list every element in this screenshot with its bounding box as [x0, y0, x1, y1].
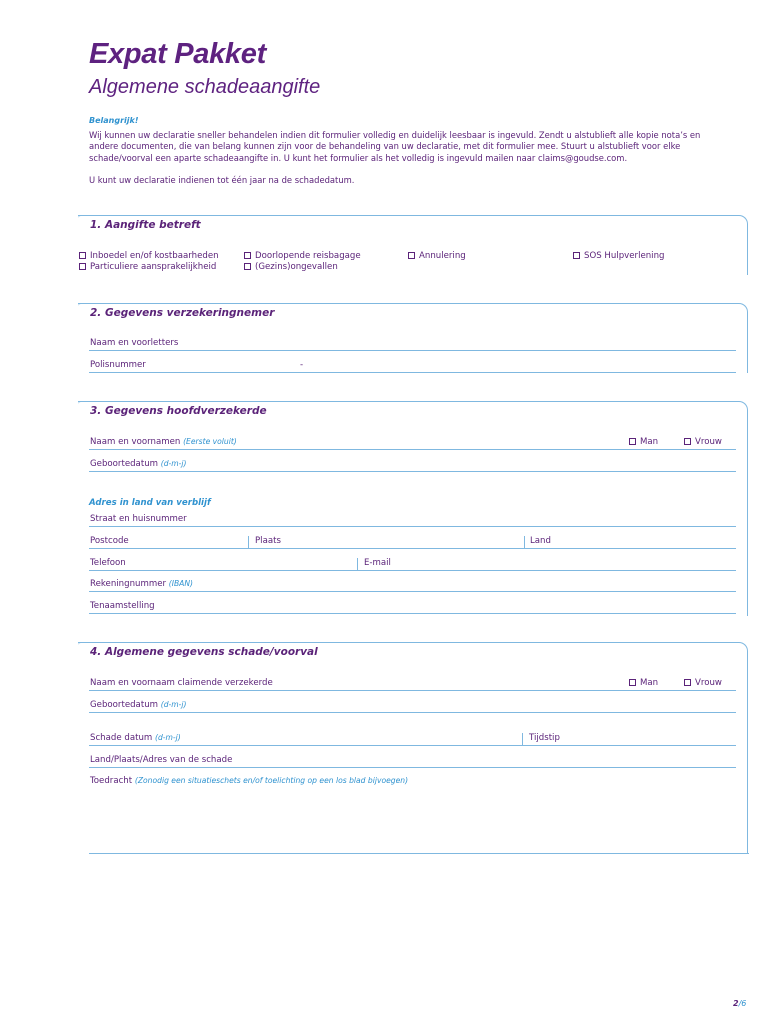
- checkbox-label: Particuliere aansprakelijkheid: [90, 262, 217, 272]
- time-label: Tijdstip: [529, 733, 560, 743]
- damage-date-label: [90, 733, 181, 743]
- section3-title: 3. Gegevens hoofdverzekerde: [90, 405, 270, 417]
- checkbox-label: Annulering: [419, 251, 466, 261]
- address-heading: Adres in land van verblijf: [89, 498, 211, 508]
- course-text: Toedracht: [90, 776, 133, 786]
- checkbox-label: (Gezins)ongevallen: [255, 262, 338, 272]
- checkbox-vrouw[interactable]: [684, 437, 722, 447]
- checkbox-box[interactable]: [408, 252, 415, 259]
- section4-frame: [78, 642, 748, 854]
- birthdate-field[interactable]: [89, 471, 736, 472]
- checkbox-ongevallen[interactable]: [244, 262, 338, 272]
- postcode-label: Postcode: [90, 536, 129, 546]
- damage-location-label: Land/Plaats/Adres van de schade: [90, 755, 233, 765]
- birthdate-hint: (d-m-j): [160, 459, 187, 468]
- main-insured-name-label: [90, 437, 237, 447]
- checkbox-annulering[interactable]: [408, 251, 466, 261]
- checkbox-box[interactable]: [79, 263, 86, 270]
- checkbox-aansprakelijkheid[interactable]: [79, 262, 216, 272]
- page-number: [733, 999, 746, 1008]
- main-insured-name-hint: (Eerste voluit): [183, 437, 237, 446]
- phone-divider: [357, 558, 358, 570]
- checkbox-label: Doorlopende reisbagage: [255, 251, 361, 261]
- name-initials-field[interactable]: [89, 350, 736, 351]
- account-text: Rekeningnummer: [90, 579, 167, 589]
- claimant-birthdate-label: [90, 700, 187, 710]
- phone-label: Telefoon: [90, 558, 126, 568]
- important-label: Belangrijk!: [89, 116, 139, 125]
- email-label: E-mail: [364, 558, 391, 568]
- name-initials-label: Naam en voorletters: [90, 338, 179, 348]
- country-label: Land: [530, 536, 551, 546]
- checkbox-label: Man: [640, 437, 659, 447]
- checkbox-box[interactable]: [684, 679, 691, 686]
- section2-title: 2. Gegevens verzekeringnemer: [90, 307, 277, 319]
- claimant-name-field[interactable]: [89, 690, 736, 691]
- checkbox-label: Inboedel en/of kostbaarheden: [90, 251, 219, 261]
- checkbox-box[interactable]: [244, 252, 251, 259]
- checkbox-label: Vrouw: [695, 437, 722, 447]
- policy-separator: -: [300, 360, 304, 370]
- address-line-field[interactable]: [89, 548, 736, 549]
- checkbox-box[interactable]: [573, 252, 580, 259]
- section4-frame-left: [78, 642, 88, 643]
- checkbox-box[interactable]: [684, 438, 691, 445]
- checkbox-box[interactable]: [629, 679, 636, 686]
- checkbox-reisbagage[interactable]: [244, 251, 361, 261]
- checkbox-label: Vrouw: [695, 678, 722, 688]
- section3-frame-left: [78, 401, 88, 402]
- checkbox-sos[interactable]: [573, 251, 664, 261]
- checkbox-box[interactable]: [244, 263, 251, 270]
- checkbox-label: SOS Hulpverlening: [584, 251, 665, 261]
- checkbox-box[interactable]: [79, 252, 86, 259]
- damage-date-divider: [522, 733, 523, 745]
- damage-date-field[interactable]: [89, 745, 736, 746]
- section4-title: 4. Algemene gegevens schade/voorval: [90, 646, 321, 658]
- checkbox-man[interactable]: [629, 437, 658, 447]
- city-label: Plaats: [255, 536, 281, 546]
- checkbox-label: Man: [640, 678, 659, 688]
- course-field[interactable]: [89, 853, 749, 854]
- account-field[interactable]: [89, 591, 736, 592]
- damage-location-field[interactable]: [89, 767, 736, 768]
- policy-number-label: Polisnummer: [90, 360, 146, 370]
- birthdate-label: [90, 459, 187, 469]
- account-name-field[interactable]: [89, 613, 736, 614]
- claimant-birthdate-field[interactable]: [89, 712, 736, 713]
- main-insured-name-field[interactable]: [89, 449, 736, 450]
- intro-text: Wij kunnen uw declaratie sneller behandelen indien dit formulier volledig en duidelijk leesbaar is ingevuld. Zendt u alstublieft alle kopie nota’s en andere documenten, die van belang kunnen zijn voor de behandeling van uw declaratie, met dit formulier mee. Stuurt u alstublieft voor elke schade/voorval een aparte schadeaangifte in. U kunt het formulier als het volledig is ingevuld mailen naar claims@goudse.com.: [89, 130, 701, 163]
- account-label: [90, 579, 193, 589]
- page-separator: /: [738, 999, 742, 1008]
- form-subtitle: Algemene schadeaangifte: [89, 76, 321, 98]
- contact-field[interactable]: [89, 570, 736, 571]
- claimant-birthdate-text: Geboortedatum: [90, 700, 159, 710]
- deadline-text: U kunt uw declaratie indienen tot één jaar na de schadedatum.: [89, 175, 355, 185]
- postcode-divider: [248, 536, 249, 548]
- claimant-name-label: Naam en voornaam claimende verzekerde: [90, 678, 273, 688]
- checkbox-vrouw-claimant[interactable]: [684, 678, 722, 688]
- birthdate-text: Geboortedatum: [90, 459, 159, 469]
- form-title: Expat Pakket: [89, 38, 266, 70]
- account-name-label: Tenaamstelling: [90, 601, 155, 611]
- damage-date-text: Schade datum: [90, 733, 153, 743]
- checkbox-man-claimant[interactable]: [629, 678, 658, 688]
- street-field[interactable]: [89, 526, 736, 527]
- damage-date-hint: (d-m-j): [155, 733, 181, 742]
- page-total: 6: [741, 999, 747, 1008]
- claimant-birthdate-hint: (d-m-j): [160, 700, 187, 709]
- section1-frame-left: [78, 215, 88, 216]
- city-divider: [524, 536, 525, 548]
- checkbox-box[interactable]: [629, 438, 636, 445]
- course-label: [90, 776, 408, 786]
- street-label: Straat en huisnummer: [90, 514, 187, 524]
- page-current: 2: [733, 999, 739, 1008]
- main-insured-name-text: Naam en voornamen: [90, 437, 181, 447]
- policy-number-field[interactable]: [89, 372, 736, 373]
- account-hint: (IBAN): [168, 579, 194, 588]
- section2-frame-left: [78, 303, 88, 304]
- checkbox-inboedel[interactable]: [79, 251, 219, 261]
- section1-title: 1. Aangifte betreft: [90, 219, 204, 231]
- course-hint: (Zonodig een situatieschets en/of toelichting op een los blad bijvoegen): [134, 776, 409, 785]
